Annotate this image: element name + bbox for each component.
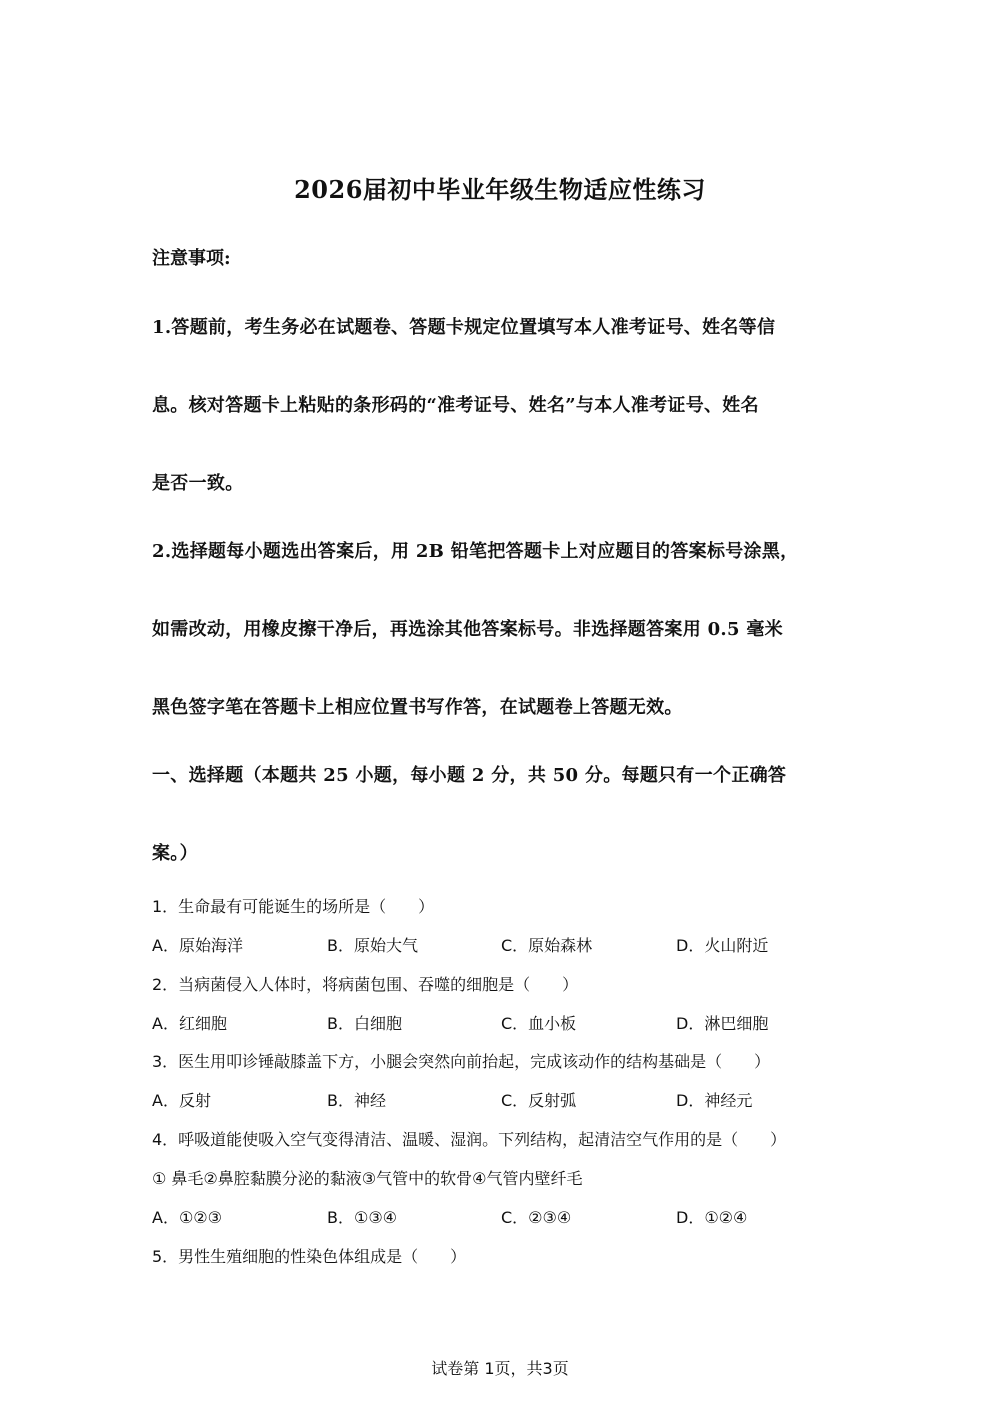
- option-a: A．反射: [152, 1091, 211, 1110]
- option-a: A．①②③: [152, 1208, 222, 1227]
- option-row: [152, 933, 852, 957]
- question-stem: 3．医生用叩诊锤敲膝盖下方，小腿会突然向前抬起，完成该动作的结构基础是（ ）: [152, 1052, 771, 1071]
- option-d: D．火山附近: [676, 936, 769, 955]
- option-b: B．原始大气: [327, 936, 418, 955]
- notice-line: 1.答题前，考生务必在试题卷、答题卡规定位置填写本人准考证号、姓名等信: [152, 317, 776, 338]
- option-row: [152, 1205, 852, 1229]
- question-stem: 2．当病菌侵入人体时，将病菌包围、吞噬的细胞是（ ）: [152, 975, 579, 994]
- option-c: C．原始森林: [501, 936, 593, 955]
- question-stem: 4．呼吸道能使吸入空气变得清洁、温暖、湿润。下列结构，起清洁空气作用的是（ ）: [152, 1130, 787, 1149]
- notice-line: 是否一致。: [152, 473, 244, 494]
- option-b: B．神经: [327, 1091, 386, 1110]
- notice-line: 黑色签字笔在答题卡上相应位置书写作答，在试题卷上答题无效。: [152, 697, 683, 718]
- section-heading: 案。）: [152, 843, 198, 864]
- notice-line: 2.选择题每小题选出答案后，用 2B 铅笔把答题卡上对应题目的答案标号涂黑，: [152, 541, 799, 562]
- option-b: B．白细胞: [327, 1014, 402, 1033]
- notice-line: 息。核对答题卡上粘贴的条形码的“准考证号、姓名”与本人准考证号、姓名: [152, 395, 759, 416]
- option-c: C．反射弧: [501, 1091, 577, 1110]
- notice-heading: 注意事项:: [152, 248, 231, 269]
- exam-title: 2026届初中毕业年级生物适应性练习: [294, 175, 706, 204]
- option-c: C．②③④: [501, 1208, 572, 1227]
- question-stem: 1．生命最有可能诞生的场所是（ ）: [152, 897, 435, 916]
- option-d: D．①②④: [676, 1208, 748, 1227]
- option-d: D．淋巴细胞: [676, 1014, 769, 1033]
- question-stem: 5．男性生殖细胞的性染色体组成是（ ）: [152, 1247, 467, 1266]
- option-d: D．神经元: [676, 1091, 753, 1110]
- option-a: A．原始海洋: [152, 936, 243, 955]
- option-b: B．①③④: [327, 1208, 398, 1227]
- section-heading: 一、选择题（本题共 25 小题，每小题 2 分，共 50 分。每题只有一个正确答: [152, 765, 787, 786]
- option-row: [152, 1011, 852, 1035]
- question-sub-text: ① 鼻毛②鼻腔黏膜分泌的黏液③气管中的软骨④气管内壁纤毛: [152, 1169, 583, 1188]
- page-footer: 试卷第 1页，共3页: [431, 1359, 569, 1378]
- option-row: [152, 1088, 852, 1112]
- option-a: A．红细胞: [152, 1014, 227, 1033]
- option-c: C．血小板: [501, 1014, 577, 1033]
- notice-line: 如需改动，用橡皮擦干净后，再选涂其他答案标号。非选择题答案用 0.5 毫米: [152, 619, 783, 640]
